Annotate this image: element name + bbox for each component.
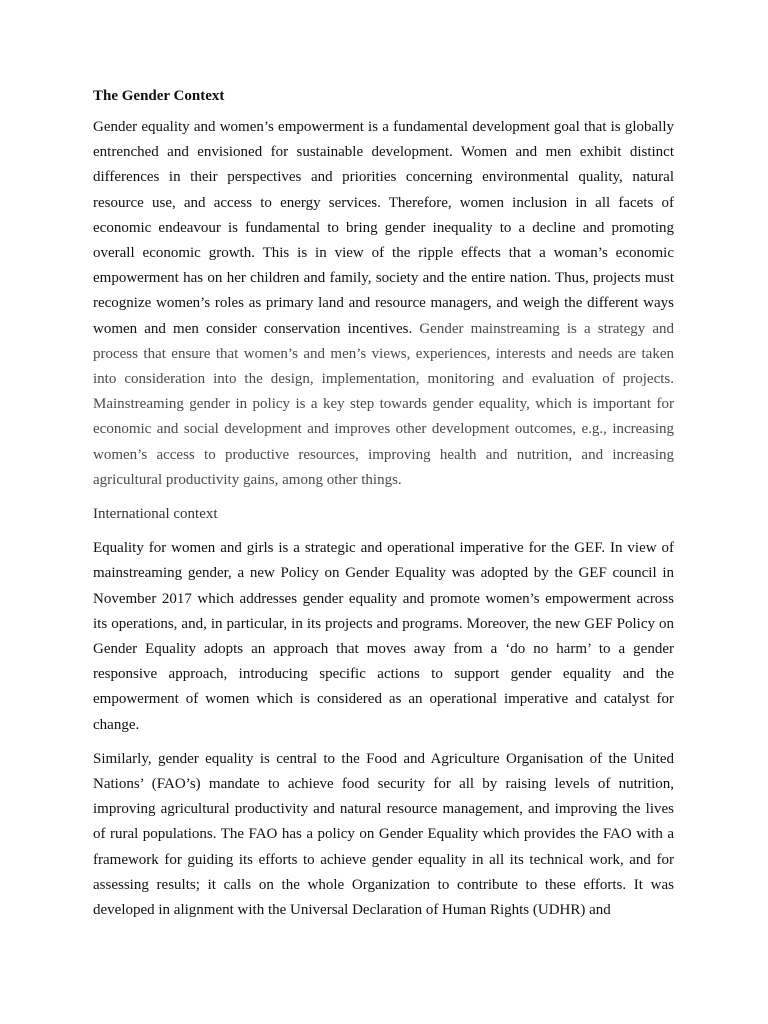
paragraph-gender-context (93, 115, 674, 493)
subsection-title: International context (93, 506, 218, 523)
paragraph-gef-policy: Equality for women and girls is a strategic and operational imperative for the GEF. In view of mainstreaming gender, a new Policy on Gender Equality was adopted by the GEF council in November 2017 which addresses gender equality and promote women’s empowerment across its operations, and, in particular, in its projects and programs. Moreover, the new GEF Policy on Gender Equality adopts an approach that moves away from a ‘do no harm’ to a gender responsive approach, introducing specific actions to support gender equality and the empowerment of women which is considered as an operational imperative and catalyst for change. (93, 540, 674, 733)
paragraph-fao-policy: Similarly, gender equality is central to the Food and Agriculture Organisation of the United Nations’ (FAO’s) mandate to achieve food security for all by raising levels of nutrition, improving agricultural productivity and natural resource management, and improving the lives of rural populations. The FAO has a policy on Gender Equality which provides the FAO with a framework for guiding its efforts to achieve gender equality in all its technical work, and for assessing results; it calls on the whole Organization to contribute to these efforts. It was developed in alignment with the Universal Declaration of Human Rights (UDHR) and (93, 750, 674, 919)
document-page (93, 86, 674, 932)
paragraph-text-mainstreaming: Gender mainstreaming is a strategy and process that ensure that women’s and men’s views, experiences, interests and needs are taken into consideration into the design, implementation, monitoring and evaluation of projects. Mainstreaming gender in policy is a key step towards gender equality, which is important for economic and social development and improves other development outcomes, e.g., increasing women’s access to productive resources, improving health and nutrition, and increasing agricultural productivity gains, among other things. (93, 320, 674, 488)
paragraph-text-main: Gender equality and women’s empowerment is a fundamental development goal that is globally entrenched and envisioned for sustainable development. Women and men exhibit distinct differences in their perspectives and priorities concerning environmental quality, natural resource use, and access to energy services. Therefore, women inclusion in all facets of economic endeavour is fundamental to bring gender inequality to a decline and promoting overall economic growth. This is in view of the ripple effects that a woman’s economic empowerment has on her children and family, society and the entire nation. Thus, projects must recognize women’s roles as primary land and resource managers, and weigh the different ways women and men consider conservation incentives. (93, 119, 674, 337)
section-title: The Gender Context (93, 88, 225, 104)
